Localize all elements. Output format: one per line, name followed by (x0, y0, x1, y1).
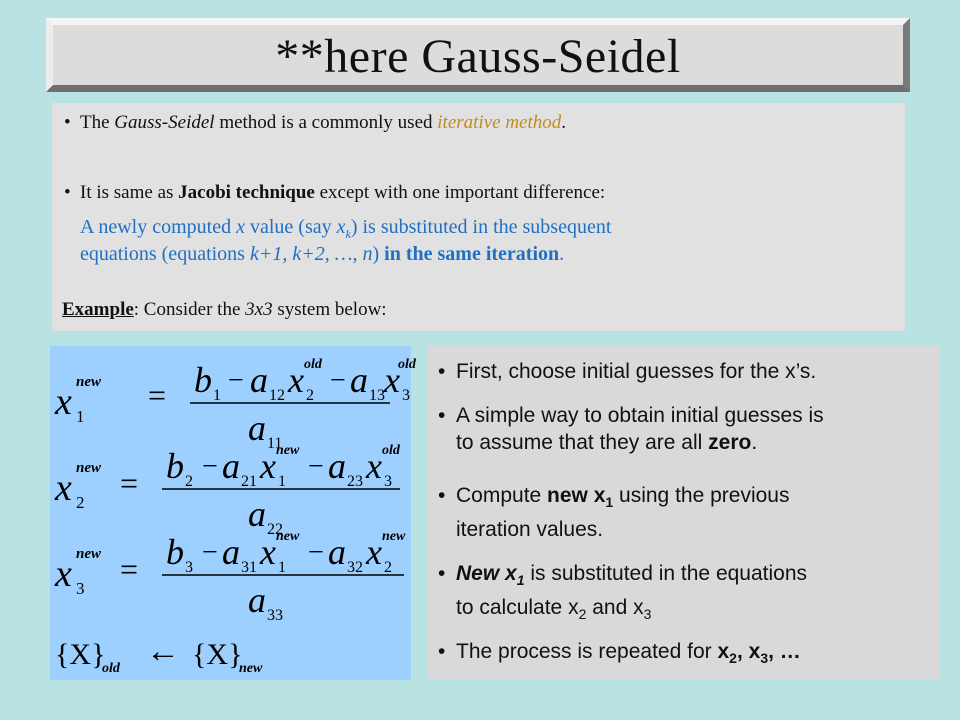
text: x (717, 640, 730, 663)
steps-box (428, 346, 940, 680)
var: a (222, 532, 240, 572)
text: It is same as (80, 182, 179, 203)
var: a (248, 408, 266, 448)
sub: 33 (267, 607, 283, 624)
sub: 3 (185, 559, 193, 576)
sup: old (304, 357, 322, 372)
text: ) is substituted in the subsequent (350, 216, 612, 238)
var: a (250, 360, 268, 400)
text: Compute (456, 484, 548, 507)
var: x (260, 532, 276, 572)
text: 1 (605, 494, 614, 511)
sub: 2 (384, 559, 392, 576)
minus: − (308, 537, 324, 568)
var: b (194, 360, 212, 400)
equations-svg (50, 346, 416, 680)
minus: − (202, 537, 218, 568)
var: x (384, 360, 400, 400)
intro-box (52, 103, 905, 331)
sub: 13 (369, 387, 385, 404)
text: x (236, 216, 245, 238)
text: k (345, 227, 351, 241)
sub: 2 (76, 493, 85, 512)
detail-line-2 (80, 243, 564, 266)
sub: 21 (241, 473, 257, 490)
vector: {X} (55, 638, 106, 671)
sub: 22 (267, 521, 283, 538)
text: method is a commonly used (214, 112, 438, 133)
sub: 3 (402, 387, 410, 404)
var: x (55, 553, 72, 595)
step-substitute (438, 560, 808, 628)
text: , … (768, 640, 801, 663)
sup: new (76, 546, 102, 562)
bullet-jacobi (64, 182, 606, 204)
bullet-dot: • (438, 484, 446, 507)
bullet-dot: • (438, 640, 446, 663)
var: a (350, 360, 368, 400)
text-same-iteration: in the same iteration (384, 243, 560, 265)
text: First, choose initial guesses for the x’s. (456, 360, 817, 383)
equation-x1 (54, 357, 417, 452)
sub: 1 (278, 559, 286, 576)
bullet-dot: • (438, 404, 446, 427)
sub: 3 (76, 579, 85, 598)
var: x (260, 446, 276, 486)
text-gauss-seidel: Gauss-Seidel (114, 112, 215, 133)
text: The process is repeated for (456, 640, 718, 663)
detail-line-1 (80, 216, 611, 242)
var: a (248, 494, 266, 534)
sub: 1 (76, 407, 85, 426)
var: x (366, 532, 382, 572)
equals: = (120, 465, 139, 501)
text: A newly computed (80, 216, 237, 238)
text-jacobi-technique: Jacobi technique (178, 182, 315, 203)
sup: old (398, 357, 416, 372)
text: to calculate x (456, 596, 579, 620)
text-iterative-method: iterative method (437, 112, 562, 133)
update-rule (55, 633, 263, 676)
text: ) (372, 243, 385, 265)
bullet-gauss-seidel (64, 112, 567, 134)
text: 1 (516, 572, 525, 589)
text: is substituted in the equations (524, 562, 808, 585)
text: , x (736, 640, 761, 663)
text: new x (547, 484, 606, 507)
text: 2 (578, 606, 587, 623)
text: New x (456, 562, 517, 585)
example-line (62, 299, 387, 321)
text: iteration values. (456, 518, 604, 542)
text: . (751, 431, 758, 454)
equation-x2 (54, 443, 401, 538)
text: value (say (244, 216, 337, 238)
title-bar (46, 18, 910, 92)
slide-title: **here Gauss-Seidel (275, 30, 681, 83)
var: a (222, 446, 240, 486)
step-compute-x1 (438, 482, 790, 543)
text: equations (equations (80, 243, 250, 265)
text: and x (586, 596, 644, 620)
text: A simple way to obtain initial guesses is (456, 404, 824, 427)
equation-x3 (54, 529, 406, 624)
equals: = (120, 551, 139, 587)
minus: − (308, 451, 324, 482)
bullet-dot: • (64, 182, 71, 203)
sub: 2 (306, 387, 314, 404)
example-label: Example (62, 299, 134, 320)
equals: = (148, 377, 167, 413)
text: 3 (643, 606, 652, 623)
step-initial-guess (438, 358, 817, 385)
sub: new (239, 661, 263, 676)
sup: new (276, 529, 300, 544)
sup: new (276, 443, 300, 458)
bullet-dot: • (64, 112, 71, 133)
text: The (80, 112, 115, 133)
var: x (288, 360, 304, 400)
text: : Consider the (133, 299, 246, 320)
sup: new (76, 374, 102, 390)
bullet-dot: • (438, 360, 446, 383)
text: 3x3 (245, 299, 273, 320)
text: system below: (272, 299, 387, 320)
text: to assume that they are all (456, 431, 709, 454)
text-zero: zero (708, 431, 752, 454)
var: x (55, 467, 72, 509)
sub: 12 (269, 387, 285, 404)
text: k+1, k+2, …, n (249, 243, 373, 265)
arrow: ← (146, 633, 180, 670)
var: b (166, 532, 184, 572)
sub: 1 (213, 387, 221, 404)
text: x (336, 216, 346, 238)
sub: 3 (384, 473, 392, 490)
minus: − (330, 365, 346, 396)
sup: new (382, 529, 406, 544)
bullet-dot: • (438, 562, 446, 585)
sub: 2 (185, 473, 193, 490)
text: except with one important difference: (314, 182, 606, 203)
sub: 31 (241, 559, 257, 576)
sub: 11 (267, 435, 283, 452)
var: b (166, 446, 184, 486)
minus: − (228, 365, 244, 396)
minus: − (202, 451, 218, 482)
step-zero-guess (438, 402, 824, 456)
sub: 32 (347, 559, 363, 576)
text: 2 (729, 650, 737, 667)
sub: old (102, 661, 120, 676)
text: . (559, 243, 565, 265)
var: x (366, 446, 382, 486)
var: x (55, 381, 72, 423)
text: 3 (760, 650, 769, 667)
equations-panel (50, 346, 416, 680)
var: a (328, 446, 346, 486)
sup: old (382, 443, 400, 458)
text: . (561, 112, 567, 133)
text: using the previous (613, 484, 790, 507)
var: a (328, 532, 346, 572)
step-repeat (438, 638, 801, 672)
vector: {X} (192, 638, 243, 671)
sub: 23 (347, 473, 363, 490)
sub: 1 (278, 473, 286, 490)
var: a (248, 580, 266, 620)
sup: new (76, 460, 102, 476)
